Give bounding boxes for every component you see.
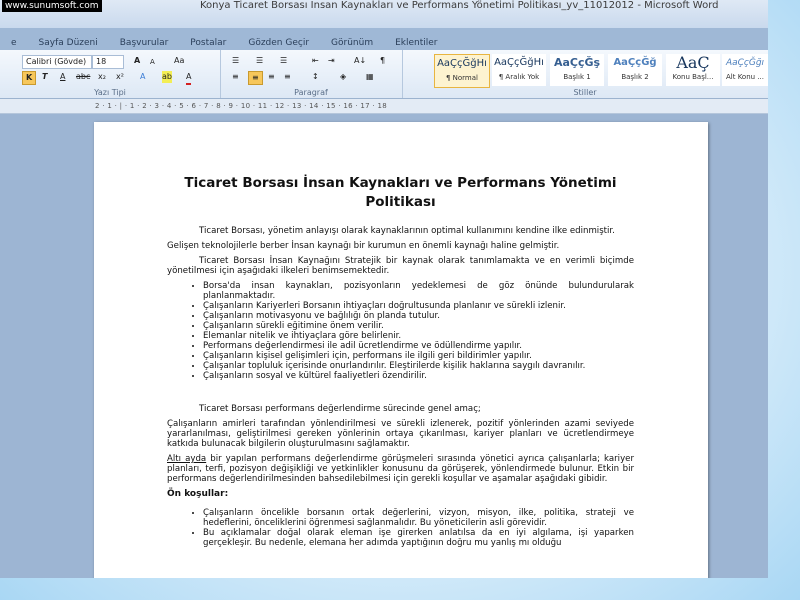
list-item: • Elemanlar nitelik ve ihtiyaçlara göre belirlenir. (203, 331, 634, 341)
document-page[interactable] (94, 122, 708, 578)
styles-group-label: Stiller (573, 88, 597, 97)
style-no-spacing[interactable] (492, 54, 546, 86)
font-name-select[interactable]: Calibri (Gövde) (22, 55, 92, 69)
ribbon (0, 50, 768, 99)
list-item: • Bu açıklamalar doğal olarak eleman işe girerken anlatılsa da en iyi algılama, işi yaparken gerçekleşir. Bu nedenle, elemana her adımda yaptığının doğru mu yanlış mı olduğu (203, 528, 634, 548)
underlined-text: Altı ayda (167, 454, 207, 464)
multilevel-list-icon[interactable]: ☰ (280, 56, 288, 65)
tab-addins[interactable]: Eklentiler (395, 38, 438, 48)
document-content (167, 174, 634, 553)
style-preview: AaÇçĞğı (725, 58, 765, 68)
style-preview: AaÇ (676, 53, 710, 72)
decrease-indent-icon[interactable]: ⇤ (312, 56, 319, 65)
style-subtitle[interactable] (722, 54, 768, 86)
bold-button[interactable]: K (22, 71, 36, 85)
list-item: • Çalışanlar topluluk içerisinde onurlandırılır. Eleştirilerde kişilik haklarına saygılı davranılır. (203, 361, 634, 371)
superscript-button[interactable]: x² (116, 72, 124, 81)
list-item: • Çalışanların sosyal ve kültürel faaliyetleri özendirilir. (203, 371, 634, 381)
style-name: ¶ Aralık Yok (498, 73, 540, 81)
paragraph: Çalışanların amirleri tarafından yönlendirilmesi ve sürekli izlenerek, pozitif yönlerinden azami seviyede yararlanılması, geliştirilmesi gereken yönlerinin ortaya çıkarılması, kariyer planları ve ücretlendirmeye katkıda bulunacak bilgilerin oluşturulmasını sağlamaktır. (167, 419, 634, 449)
change-case-button[interactable]: Aa (174, 56, 185, 65)
italic-button[interactable]: T (42, 72, 48, 81)
style-name: ¶ Normal (445, 74, 478, 82)
list-item: • Çalışanların öncelikle borsanın ortak değerlerini, vizyon, misyon, ilke, politika, strateji ve hedeflerini, önceliklerini öğrenmesi sağlanmalıdır. Bu yöneticilerin asli görevidir. (203, 508, 634, 528)
style-preview: AaÇçĞğ (613, 57, 657, 68)
style-name: Alt Konu ... (725, 73, 764, 81)
show-marks-icon[interactable]: ¶ (380, 56, 386, 65)
horizontal-ruler[interactable] (0, 99, 768, 114)
font-group (0, 50, 221, 98)
text-effects-button[interactable]: A (140, 72, 146, 81)
list-item: • Borsa'da insan kaynakları, pozisyonların yedeklemesi de göz önünde bulundurularak planlanmaktadır. (203, 281, 634, 301)
tab-mailings[interactable]: Postalar (190, 38, 227, 48)
sort-icon[interactable]: A↓ (354, 56, 367, 65)
principles-list (167, 281, 634, 381)
paragraph-text: bir yapılan performans değerlendirme görüşmeleri sırasında yönetici ayrıca çalışanlarla; kariyer planları, terfi, pozisyon değişikliği ve yetkinlikler konusunu da görüşerek, yönlendirmede bulunur. Etkin bir performans değerlendirilmesinden bahsedilebilmesi için gerekli koşullar ve aşamalar aşağıdaki gibidir. (167, 454, 634, 484)
style-preview: AaÇçĞş (553, 56, 601, 69)
align-center-icon[interactable]: ≡ (248, 71, 263, 85)
document-area (0, 114, 768, 578)
style-name: Başlık 1 (563, 73, 591, 81)
style-preview: AaÇçĞğHı (494, 57, 544, 68)
justify-icon[interactable]: ≡ (284, 72, 291, 81)
style-normal[interactable] (434, 54, 490, 88)
style-name: Başlık 2 (621, 73, 649, 81)
document-title: Ticaret Borsası İnsan Kaynakları ve Performans Yönetimi Politikası (184, 175, 617, 210)
align-right-icon[interactable]: ≡ (268, 72, 275, 81)
bullets-icon[interactable]: ☰ (232, 56, 240, 65)
window-title: Konya Ticaret Borsası İnsan Kaynakları ve Performans Yönetimi Politikası_yv_11012012 - Microsoft Word (200, 0, 719, 11)
style-preview: AaÇçĞğHı (437, 58, 487, 69)
ribbon-tabs (0, 36, 449, 50)
grow-font-button[interactable]: A (134, 56, 141, 65)
list-item: • Çalışanların Kariyerleri Borsanın ihtiyaçları doğrultusunda planlanır ve sürekli izlenir. (203, 301, 634, 311)
list-item: • Çalışanların motivasyonu ve bağlılığı ön planda tutulur. (203, 311, 634, 321)
increase-indent-icon[interactable]: ⇥ (328, 56, 335, 65)
list-item: • Çalışanların kişisel gelişimleri için, performans ile ilgili geri bildirimler yapılır. (203, 351, 634, 361)
paragraph-group-label: Paragraf (294, 88, 328, 97)
style-heading-2[interactable] (608, 54, 662, 86)
style-title[interactable] (666, 54, 720, 86)
paragraph: Gelişen teknolojilerle berber İnsan kaynağı bir kurumun en önemli kaynağı haline gelmiştir. (167, 241, 560, 251)
align-left-icon[interactable]: ≡ (232, 72, 239, 81)
underline-button[interactable]: A (60, 72, 66, 81)
preconditions-list (167, 508, 634, 548)
tab-review[interactable]: Gözden Geçir (248, 38, 310, 48)
shrink-font-button[interactable]: A (150, 58, 155, 66)
styles-group (402, 50, 768, 98)
tab-page-layout[interactable]: Sayfa Düzeni (38, 38, 98, 48)
shading-icon[interactable]: ◈ (340, 72, 347, 81)
subscript-button[interactable]: x₂ (98, 72, 106, 81)
tab-home[interactable]: e (11, 38, 17, 48)
tab-view[interactable]: Görünüm (331, 38, 374, 48)
tab-references[interactable]: Başvurular (119, 38, 169, 48)
section-heading: Ön koşullar: (167, 489, 229, 499)
font-color-button[interactable]: A (186, 71, 191, 85)
paragraph (167, 454, 634, 484)
font-size-select[interactable]: 18 (92, 55, 124, 69)
list-item: • Performans değerlendirmesi ile adil ücretlendirme ve ödüllendirme yapılır. (203, 341, 634, 351)
highlight-button[interactable]: ab (162, 72, 172, 81)
list-item: • Çalışanların sürekli eğitimine önem verilir. (203, 321, 634, 331)
paragraph-group (220, 50, 403, 98)
font-group-label: Yazı Tipi (94, 88, 126, 97)
numbering-icon[interactable]: ☰ (256, 56, 264, 65)
watermark: www.sunumsoft.com (2, 0, 102, 12)
borders-icon[interactable]: ▦ (366, 72, 374, 81)
style-name: Konu Başl... (672, 73, 714, 81)
line-spacing-icon[interactable]: ↕ (312, 72, 319, 81)
paragraph: Ticaret Borsası performans değerlendirme sürecinde genel amaç; (199, 404, 481, 414)
paragraph: Ticaret Borsası İnsan Kaynağını Stratejik bir kaynak olarak tanımlamakta ve en verimli biçimde yönetilmesi için aşağıdaki ilkeleri benimsemektedir. (167, 256, 634, 276)
style-heading-1[interactable] (550, 54, 604, 86)
ruler-scale: 2 · 1 · | · 1 · 2 · 3 · 4 · 5 · 6 · 7 · 8 · 9 · 10 · 11 · 12 · 13 · 14 · 15 · 16 · 17 · 18 (95, 102, 388, 110)
strikethrough-button[interactable]: abc (76, 72, 91, 81)
paragraph: Ticaret Borsası, yönetim anlayışı olarak kaynaklarının optimal kullanımını kendine ilke edinmiştir. (199, 226, 615, 236)
title-bar (0, 0, 768, 28)
